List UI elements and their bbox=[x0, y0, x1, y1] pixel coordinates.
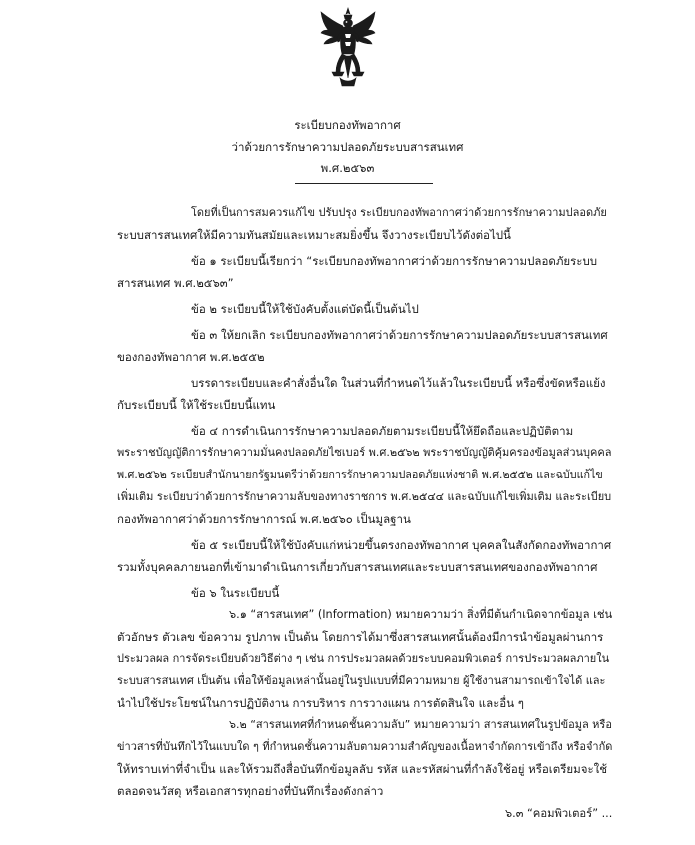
clause-4-line: พระราชบัญญัติการรักษาความมั่นคงปลอดภัยไซเบอร์ พ.ศ.๒๕๖๒ พระราชบัญญัติคุ้มครองข้อมูลส่วนบุคคล bbox=[117, 446, 612, 459]
clause-4-line: เพิ่มเติม ระเบียบว่าด้วยการรักษาความลับของทางราชการ พ.ศ.๒๕๔๔ และฉบับแก้ไขเพิ่มเติม และระเบียบ bbox=[117, 490, 612, 503]
continuation-marker: ๖.๓ “คอมพิวเตอร์” ... bbox=[505, 807, 613, 820]
clause-1-line: ข้อ ๑ ระเบียบนี้เรียกว่า “ระเบียบกองทัพอากาศว่าด้วยการรักษาความปลอดภัยระบบ bbox=[191, 254, 598, 268]
clause-5-line: รวมทั้งบุคคลภายนอกที่เข้ามาดำเนินการเกี่ยวกับสารสนเทศและระบบสารสนเทศของกองทัพอากาศ bbox=[117, 560, 598, 574]
clause-1-line: สารสนเทศ พ.ศ.๒๕๖๓” bbox=[117, 276, 234, 290]
clause-3-line: ข้อ ๓ ให้ยกเลิก ระเบียบกองทัพอากาศว่าด้วยการรักษาความปลอดภัยระบบสารสนเทศ bbox=[191, 328, 608, 342]
definition-6-1-line: นำไปใช้ประโยชน์ในการปฏิบัติงาน การบริหาร การวางแผน การตัดสินใจ และอื่น ๆ bbox=[117, 696, 524, 710]
clause-3-note-line: บรรดาระเบียบและคำสั่งอื่นใด ในส่วนที่กำหนดไว้แล้วในระเบียบนี้ หรือซึ่งขัดหรือแย้ง bbox=[191, 376, 606, 390]
preamble-line: ระบบสารสนเทศให้มีความทันสมัยและเหมาะสมยิ่งขึ้น จึงวางระเบียบไว้ดังต่อไปนี้ bbox=[117, 228, 511, 242]
definition-6-2-line: ให้ทราบเท่าที่จำเป็น และให้รวมถึงสื่อบันทึกข้อมูลลับ รหัส และรหัสผ่านที่กำลังใช้อยู่ หรือเตรียมจะใช้ bbox=[117, 762, 608, 776]
clause-4-line: ข้อ ๔ การดำเนินการรักษาความปลอดภัยตามระเบียบนี้ให้ยึดถือและปฏิบัติตาม bbox=[191, 424, 574, 438]
definition-6-1-line: ตัวอักษร ตัวเลข ข้อความ รูปภาพ เป็นต้น โดยการได้มาซึ่งสารสนเทศนั้นต้องมีการนำข้อมูลผ่านการ bbox=[117, 630, 604, 644]
clause-3-line: ของกองทัพอากาศ พ.ศ.๒๕๕๒ bbox=[117, 350, 265, 364]
clause-6-line: ข้อ ๖ ในระเบียบนี้ bbox=[191, 586, 280, 600]
document-year: พ.ศ.๒๕๖๓ bbox=[320, 161, 375, 175]
title-divider bbox=[295, 183, 433, 184]
document-subtitle: ว่าด้วยการรักษาความปลอดภัยระบบสารสนเทศ bbox=[231, 140, 464, 154]
definition-6-2-line: ตลอดจนวัสดุ หรือเอกสารทุกอย่างที่บันทึกเรื่องดังกล่าว bbox=[117, 784, 384, 798]
preamble-line: โดยที่เป็นการสมควรแก้ไข ปรับปรุง ระเบียบกองทัพอากาศว่าด้วยการรักษาความปลอดภัย bbox=[191, 206, 607, 219]
definition-6-1-line: ๖.๑ “สารสนเทศ” (Information) หมายความว่า สิ่งที่มีต้นกำเนิดจากข้อมูล เช่น bbox=[229, 608, 613, 621]
clause-4-line: กองทัพอากาศว่าด้วยการรักษาการณ์ พ.ศ.๒๕๖๐ เป็นมูลฐาน bbox=[117, 512, 411, 526]
definition-6-2-line: ข่าวสารที่บันทึกไว้ในแบบใด ๆ ที่กำหนดชั้นความลับตามความสำคัญของเนื้อหาจำกัดการเข้าถึง หรือจำกัด bbox=[117, 740, 613, 753]
clause-5-line: ข้อ ๕ ระเบียบนี้ให้ใช้บังคับแก่หน่วยขึ้นตรงกองทัพอากาศ บุคคลในสังกัดกองทัพอากาศ bbox=[191, 538, 612, 552]
garuda-emblem-icon bbox=[318, 6, 378, 90]
clause-4-line: พ.ศ.๒๕๖๒ ระเบียบสำนักนายกรัฐมนตรีว่าด้วยการรักษาความปลอดภัยแห่งชาติ พ.ศ.๒๕๕๒ และฉบับแก้ไข bbox=[117, 468, 603, 481]
document-title: ระเบียบกองทัพอากาศ bbox=[294, 118, 401, 132]
clause-2-line: ข้อ ๒ ระเบียบนี้ให้ใช้บังคับตั้งแต่บัดนี้เป็นต้นไป bbox=[191, 302, 419, 316]
clause-3-note-line: กับระเบียบนี้ ให้ใช้ระเบียบนี้แทน bbox=[117, 398, 276, 412]
definition-6-1-line: ระบบสารสนเทศ เป็นต้น เพื่อให้ข้อมูลเหล่านั้นอยู่ในรูปแบบที่มีความหมาย ผู้ใช้งานสามารถเข้าใจได้ และ bbox=[117, 674, 606, 687]
definition-6-1-line: ประมวลผล การจัดระเบียบด้วยวิธีต่าง ๆ เช่น การประมวลผลด้วยระบบคอมพิวเตอร์ การประมวลผลภายใน bbox=[117, 652, 610, 665]
definition-6-2-line: ๖.๒ “สารสนเทศที่กำหนดชั้นความลับ” หมายความว่า สารสนเทศในรูปข้อมูล หรือ bbox=[229, 718, 612, 731]
